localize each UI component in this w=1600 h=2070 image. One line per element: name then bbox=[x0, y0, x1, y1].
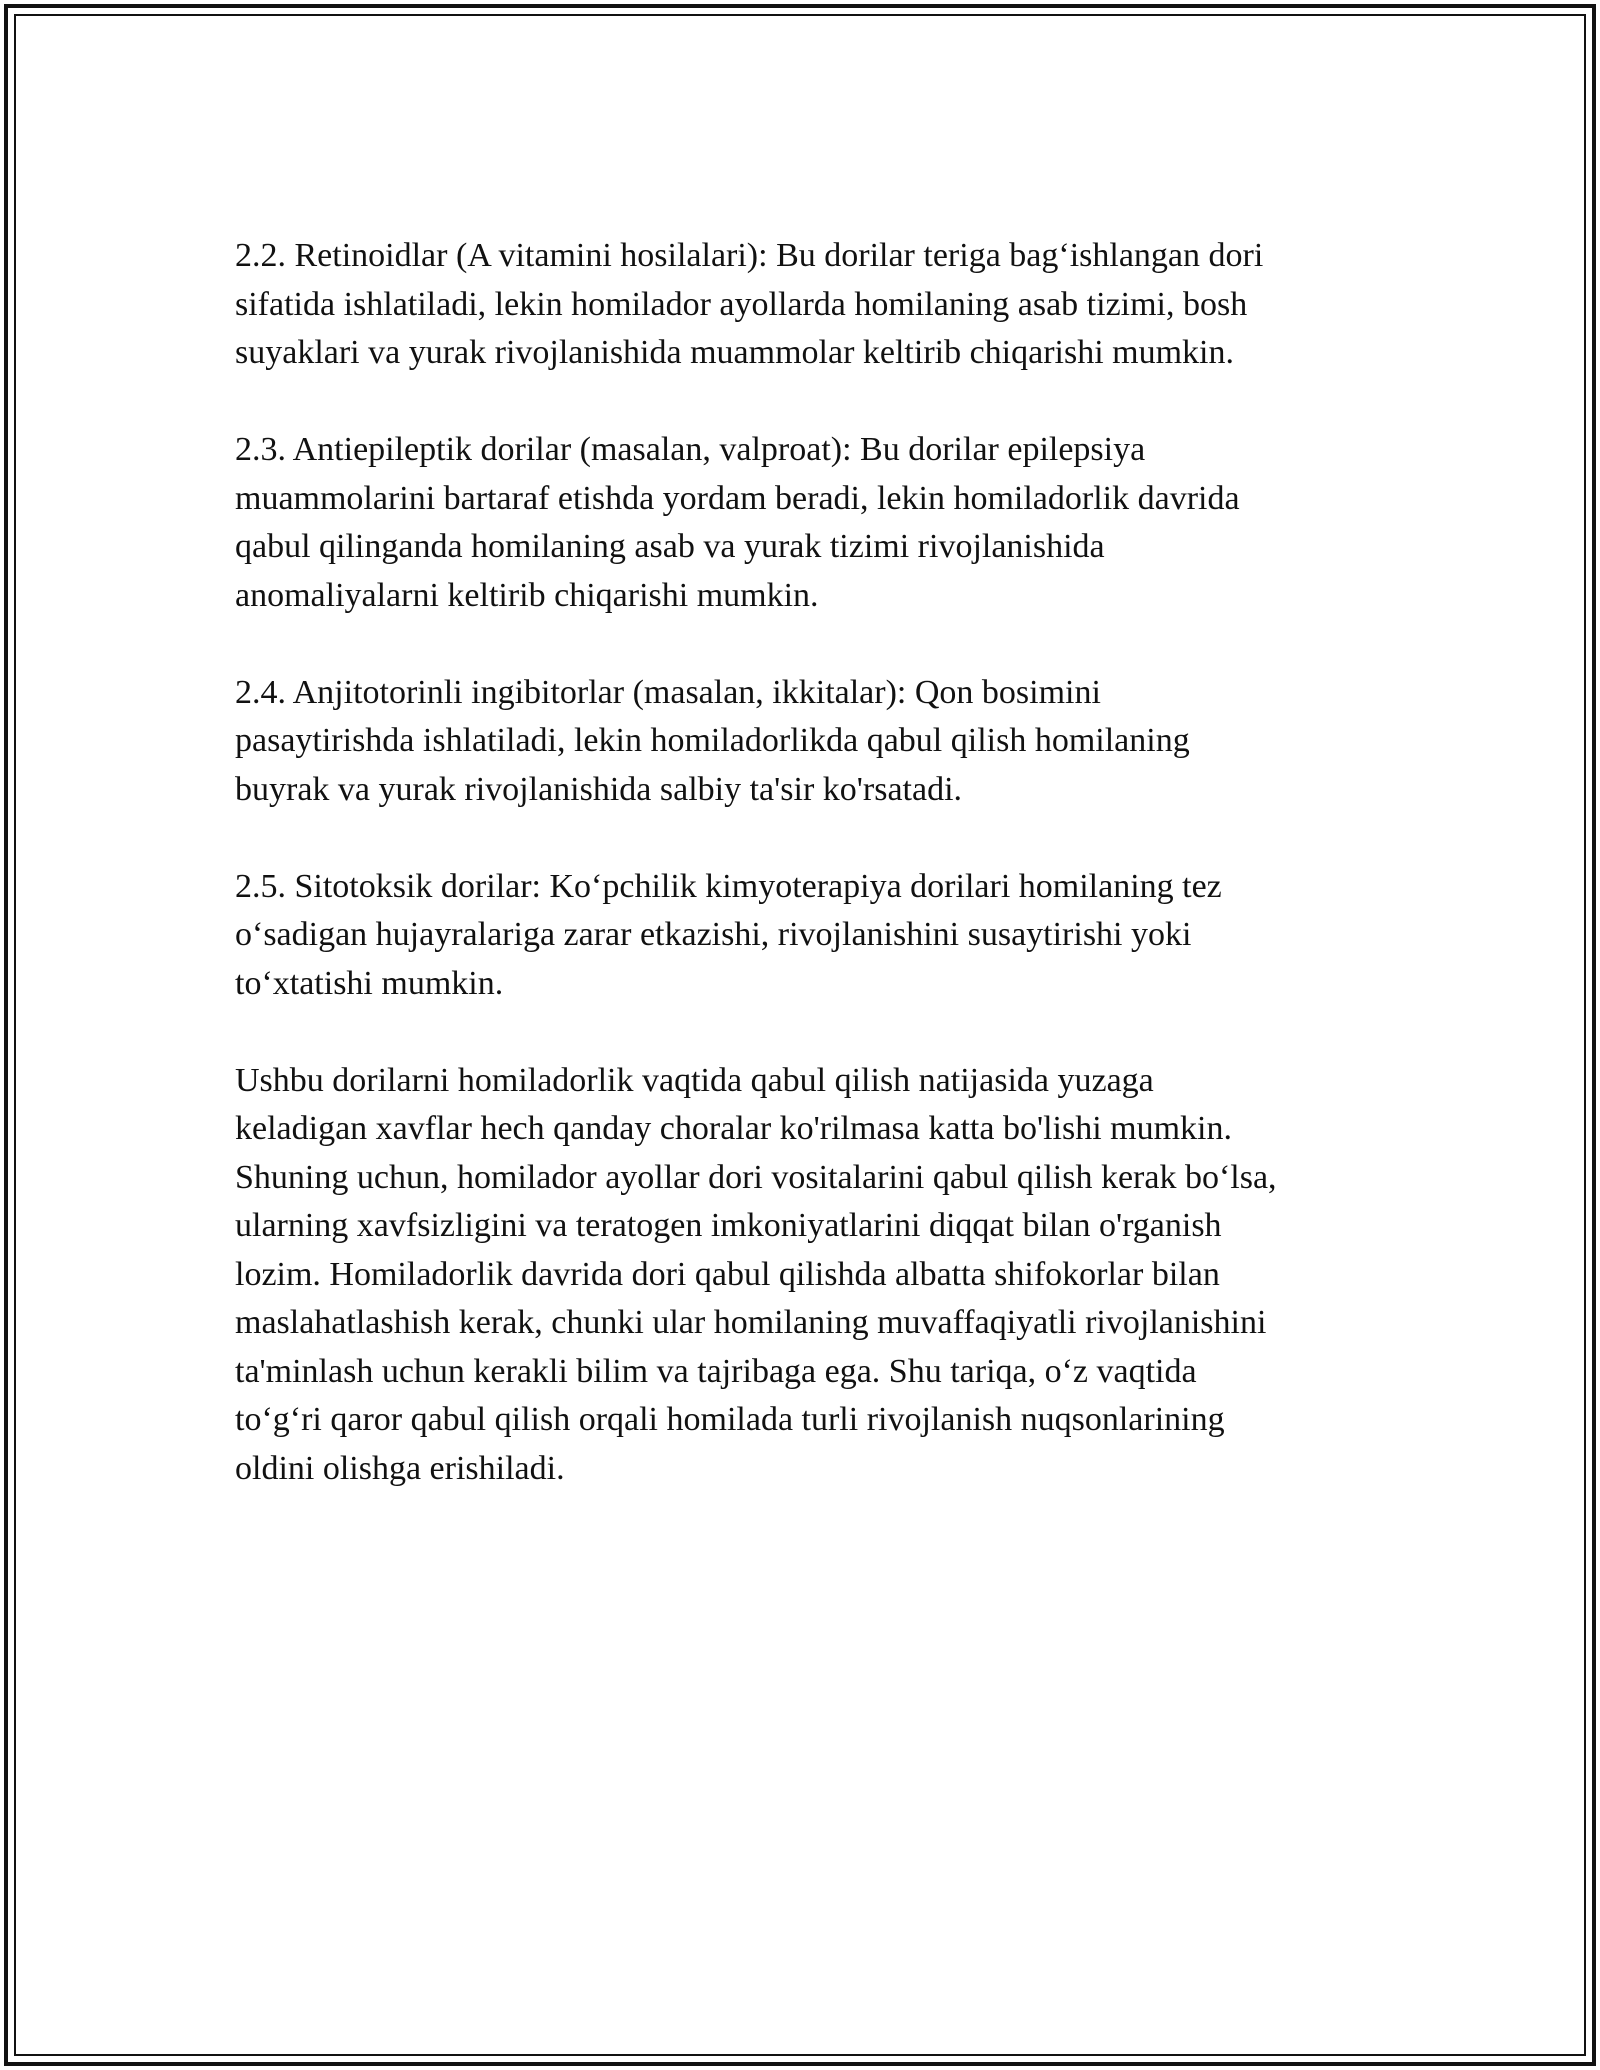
text-line: o‘sadigan hujayralariga zarar etkazishi, rivojlanishini susaytirishi yoki bbox=[235, 916, 1192, 953]
paragraph-antiepileptics bbox=[235, 426, 1365, 620]
text-line: sifatida ishlatiladi, lekin homilador ayollarda homilaning asab tizimi, bosh bbox=[235, 285, 1248, 323]
text-line: to‘g‘ri qaror qabul qilish orqali homilada turli rivojlanish nuqsonlarining bbox=[235, 1401, 1225, 1438]
text-line: Ushbu dorilarni homiladorlik vaqtida qabul qilish natijasida yuzaga bbox=[235, 1061, 1154, 1099]
text-line: maslahatlashish kerak, chunki ular homilaning muvaffaqiyatli rivojlanishini bbox=[235, 1304, 1267, 1341]
text-line: oldini olishga erishiladi. bbox=[235, 1449, 565, 1487]
text-line: 2.5. Sitotoksik dorilar: Ko‘pchilik kimyoterapiya dorilari homilaning tez bbox=[235, 867, 1222, 905]
text-line: lozim. Homiladorlik davrida dori qabul qilishda albatta shifokorlar bilan bbox=[235, 1255, 1220, 1293]
text-line: Shuning uchun, homilador ayollar dori vositalarini qabul qilish kerak bo‘lsa, bbox=[235, 1158, 1277, 1196]
paragraph-ace-inhibitors bbox=[235, 669, 1365, 815]
text-line: keladigan xavflar hech qanday choralar ko'rilmasa katta bo'lishi mumkin. bbox=[235, 1110, 1232, 1147]
document-body bbox=[235, 232, 1365, 1542]
text-line: qabul qilinganda homilaning asab va yurak tizimi rivojlanishida bbox=[235, 528, 1105, 565]
text-line: ta'minlash uchun kerakli bilim va tajribaga ega. Shu tariqa, o‘z vaqtida bbox=[235, 1352, 1197, 1390]
text-line: 2.4. Anjitotorinli ingibitorlar (masalan, ikkitalar): Qon bosimini bbox=[235, 673, 1101, 711]
text-line: to‘xtatishi mumkin. bbox=[235, 964, 504, 1002]
paragraph-conclusion bbox=[235, 1057, 1365, 1494]
text-line: suyaklari va yurak rivojlanishida muammolar keltirib chiqarishi mumkin. bbox=[235, 334, 1234, 371]
paragraph-cytotoxic bbox=[235, 863, 1365, 1009]
text-line: 2.3. Antiepileptik dorilar (masalan, valproat): Bu dorilar epilepsiya bbox=[235, 431, 1146, 468]
paragraph-retinoids bbox=[235, 232, 1365, 378]
text-line: muammolarini bartaraf etishda yordam beradi, lekin homiladorlik davrida bbox=[235, 479, 1240, 517]
text-line: anomaliyalarni keltirib chiqarishi mumkin. bbox=[235, 576, 819, 614]
text-line: ularning xavfsizligini va teratogen imkoniyatlarini diqqat bilan o'rganish bbox=[235, 1207, 1222, 1244]
text-line: 2.2. Retinoidlar (A vitamini hosilalari): Bu dorilar teriga bag‘ishlangan dori bbox=[235, 237, 1264, 274]
text-line: buyrak va yurak rivojlanishida salbiy ta'sir ko'rsatadi. bbox=[235, 770, 963, 808]
text-line: pasaytirishda ishlatiladi, lekin homiladorlikda qabul qilish homilaning bbox=[235, 722, 1190, 759]
